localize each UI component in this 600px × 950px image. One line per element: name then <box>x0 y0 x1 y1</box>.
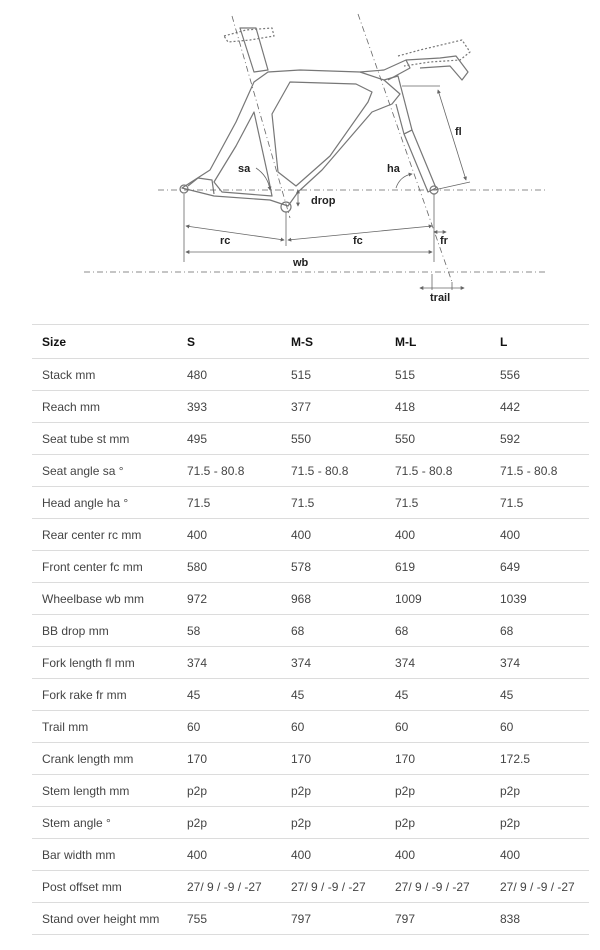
cell-value: 649 <box>490 551 589 583</box>
table-row <box>32 679 589 711</box>
header-size: Size <box>32 325 177 359</box>
cell-value: 550 <box>281 423 385 455</box>
cell-value: 71.5 <box>490 487 589 519</box>
cell-value: 400 <box>281 839 385 871</box>
cell-value: 515 <box>385 359 490 391</box>
cell-value: 418 <box>385 391 490 423</box>
cell-value: 374 <box>385 647 490 679</box>
cell-value: 442 <box>490 391 589 423</box>
cell-value: 400 <box>177 839 281 871</box>
cell-value: 68 <box>281 615 385 647</box>
frame-outline <box>182 70 400 206</box>
cell-value: 170 <box>177 743 281 775</box>
cell-value: 377 <box>281 391 385 423</box>
table-row <box>32 455 589 487</box>
label-ha: ha <box>387 163 400 175</box>
cell-value: 374 <box>281 647 385 679</box>
cell-value: 480 <box>177 359 281 391</box>
cell-value: 550 <box>385 423 490 455</box>
cell-value: 797 <box>385 903 490 935</box>
cell-value: 27/ 9 / -9 / -27 <box>177 871 281 903</box>
cell-value: 400 <box>490 839 589 871</box>
cell-value: 45 <box>490 679 589 711</box>
header-l: L <box>490 325 589 359</box>
table-row <box>32 711 589 743</box>
row-label: Reach mm <box>32 391 177 423</box>
row-label: Fork rake fr mm <box>32 679 177 711</box>
table-row <box>32 423 589 455</box>
cell-value: 170 <box>385 743 490 775</box>
cell-value: 556 <box>490 359 589 391</box>
cell-value: 68 <box>385 615 490 647</box>
cell-value: 27/ 9 / -9 / -27 <box>385 871 490 903</box>
label-trail: trail <box>430 292 451 304</box>
table-row <box>32 647 589 679</box>
table-row <box>32 519 589 551</box>
cell-value: 400 <box>385 839 490 871</box>
label-fl: fl <box>455 126 462 138</box>
cell-value: 68 <box>490 615 589 647</box>
geometry-table <box>32 324 589 935</box>
row-label: Trail mm <box>32 711 177 743</box>
cell-value: 71.5 - 80.8 <box>385 455 490 487</box>
table-row <box>32 775 589 807</box>
header-m-s: M-S <box>281 325 385 359</box>
label-sa: sa <box>238 163 251 175</box>
cell-value: 71.5 - 80.8 <box>177 455 281 487</box>
row-label: Stem angle ° <box>32 807 177 839</box>
cell-value: 45 <box>385 679 490 711</box>
table-row <box>32 839 589 871</box>
head-angle-arc <box>396 174 412 188</box>
header-s: S <box>177 325 281 359</box>
cell-value: 27/ 9 / -9 / -27 <box>281 871 385 903</box>
cell-value: 495 <box>177 423 281 455</box>
table-row <box>32 391 589 423</box>
cell-value: 400 <box>281 519 385 551</box>
row-label: Bar width mm <box>32 839 177 871</box>
label-fc: fc <box>353 235 363 247</box>
row-label: Stand over height mm <box>32 903 177 935</box>
row-label: Stem length mm <box>32 775 177 807</box>
cell-value: 170 <box>281 743 385 775</box>
cell-value: 400 <box>385 519 490 551</box>
cell-value: p2p <box>385 775 490 807</box>
row-label: Stack mm <box>32 359 177 391</box>
saddle <box>224 28 274 42</box>
row-label: Wheelbase wb mm <box>32 583 177 615</box>
table-row <box>32 807 589 839</box>
table-row <box>32 615 589 647</box>
cell-value: 60 <box>490 711 589 743</box>
cell-value: 515 <box>281 359 385 391</box>
row-label: Post offset mm <box>32 871 177 903</box>
cell-value: 400 <box>490 519 589 551</box>
cell-value: 172.5 <box>490 743 589 775</box>
row-label: Rear center rc mm <box>32 519 177 551</box>
cell-value: p2p <box>490 807 589 839</box>
table-row <box>32 583 589 615</box>
cell-value: 619 <box>385 551 490 583</box>
table-row <box>32 551 589 583</box>
seatpost <box>240 28 268 72</box>
fork-length-guide <box>402 86 470 190</box>
cell-value: 797 <box>281 903 385 935</box>
cell-value: 60 <box>385 711 490 743</box>
header-m-l: M-L <box>385 325 490 359</box>
cell-value: 45 <box>281 679 385 711</box>
steering-axis <box>358 14 452 282</box>
row-label: Crank length mm <box>32 743 177 775</box>
row-label: Head angle ha ° <box>32 487 177 519</box>
stem <box>360 60 410 80</box>
cell-value: p2p <box>177 775 281 807</box>
cell-value: 968 <box>281 583 385 615</box>
cell-value: 71.5 <box>177 487 281 519</box>
label-wb: wb <box>293 257 309 269</box>
cell-value: 71.5 <box>385 487 490 519</box>
cell-value: 71.5 <box>281 487 385 519</box>
cell-value: 1039 <box>490 583 589 615</box>
aerobar <box>406 56 468 80</box>
cell-value: 60 <box>177 711 281 743</box>
cell-value: 755 <box>177 903 281 935</box>
fork <box>404 130 436 192</box>
cell-value: p2p <box>385 807 490 839</box>
label-rc: rc <box>220 235 231 247</box>
frame-geometry-diagram <box>0 0 600 318</box>
cell-value: 578 <box>281 551 385 583</box>
row-label: BB drop mm <box>32 615 177 647</box>
cell-value: p2p <box>281 807 385 839</box>
label-drop: drop <box>311 195 336 207</box>
cell-value: 58 <box>177 615 281 647</box>
fork-length-dim <box>438 90 466 180</box>
rc-dim <box>186 226 284 240</box>
cell-value: 60 <box>281 711 385 743</box>
table-row <box>32 903 589 935</box>
row-label: Front center fc mm <box>32 551 177 583</box>
row-label: Seat tube st mm <box>32 423 177 455</box>
seat-stay <box>188 178 214 194</box>
label-fr: fr <box>440 235 448 247</box>
cell-value: 393 <box>177 391 281 423</box>
cell-value: 374 <box>490 647 589 679</box>
cell-value: 71.5 - 80.8 <box>281 455 385 487</box>
cell-value: 972 <box>177 583 281 615</box>
cell-value: p2p <box>281 775 385 807</box>
table-row <box>32 359 589 391</box>
handlebar <box>398 40 470 66</box>
table-header-row <box>32 325 589 359</box>
cell-value: p2p <box>177 807 281 839</box>
table-row <box>32 871 589 903</box>
row-label: Seat angle sa ° <box>32 455 177 487</box>
cell-value: 592 <box>490 423 589 455</box>
cell-value: p2p <box>490 775 589 807</box>
cell-value: 45 <box>177 679 281 711</box>
cell-value: 580 <box>177 551 281 583</box>
cell-value: 1009 <box>385 583 490 615</box>
cell-value: 71.5 - 80.8 <box>490 455 589 487</box>
cell-value: 374 <box>177 647 281 679</box>
cell-value: 838 <box>490 903 589 935</box>
row-label: Fork length fl mm <box>32 647 177 679</box>
cell-value: 400 <box>177 519 281 551</box>
table-row <box>32 487 589 519</box>
cell-value: 27/ 9 / -9 / -27 <box>490 871 589 903</box>
table-row <box>32 743 589 775</box>
seat-angle-arc <box>256 168 270 190</box>
